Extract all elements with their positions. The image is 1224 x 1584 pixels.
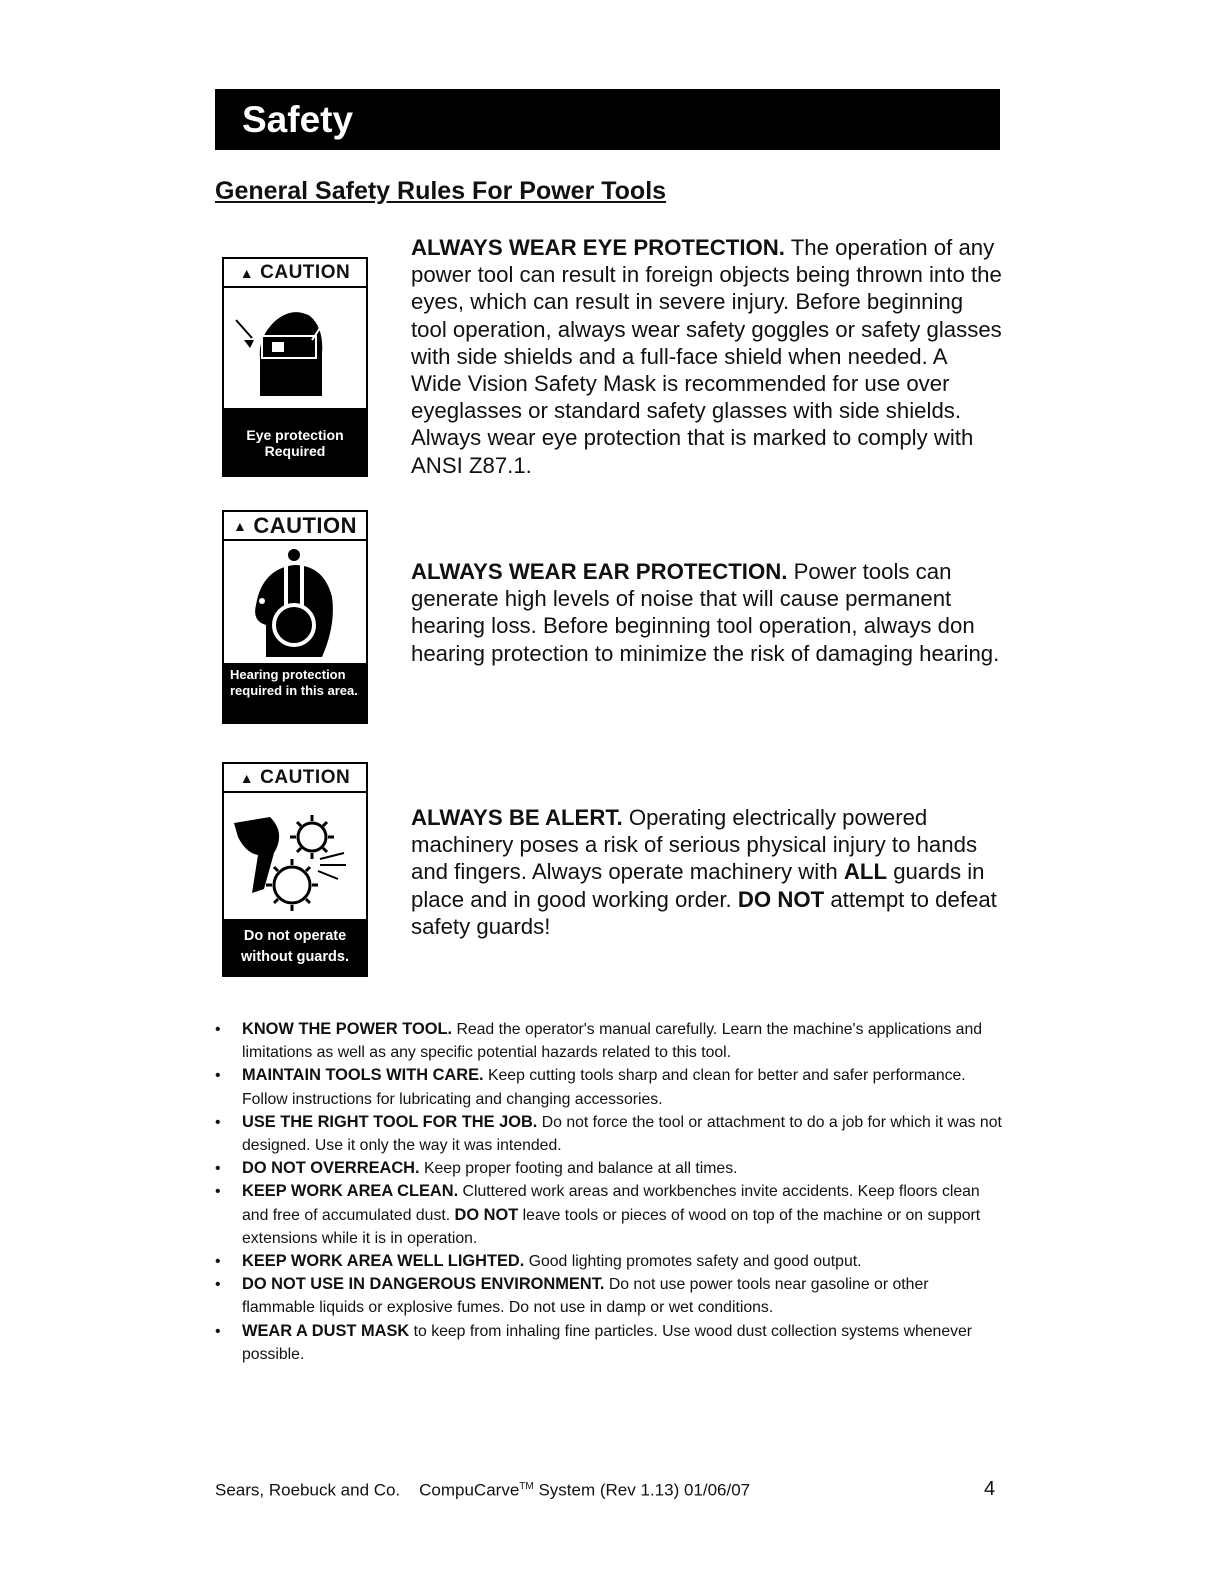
footer-product: CompuCarve [419,1480,520,1500]
sign-caption: ▲ CAUTION [224,259,366,288]
page-title: Safety [242,99,354,140]
ear-protection-paragraph [411,558,1003,667]
footer-company: Sears, Roebuck and Co. [215,1480,401,1500]
eye-protection-icon [224,288,366,408]
paragraph-lead: ALWAYS BE ALERT. [411,805,623,830]
eye-protection-sign [222,257,368,477]
paragraph-text: attempt to defeat safety guards! [411,886,997,939]
list-item: • DO NOT OVERREACH. Keep proper footing and balance at all times. [215,1157,1005,1180]
emphasis-do-not: DO NOT [737,886,825,912]
page-number: 4 [984,1478,996,1500]
section-title: General Safety Rules For Power Tools [215,177,667,205]
sign-footer: Eye protection Required [224,408,366,477]
paragraph-text: The operation of any power tool can result in foreign objects being thrown into the eyes, which can result in severe injury. Before beginning tool operation, always wear safety goggles or safety glasses with side shields and a full-face shield when needed. A Wide Vision Safety Mask is recommended for use over eyeglasses or standard safety glasses with side shields. Always wear eye protection that is marked to comply with ANSI Z87.1. [411,235,1002,478]
sign-caption: ▲ CAUTION [224,764,366,793]
list-item: • KEEP WORK AREA WELL LIGHTED. Good lighting promotes safety and good output. [215,1250,1005,1273]
ear-protection-sign [222,510,368,724]
guards-sign [222,762,368,977]
sign-caption: ▲ CAUTION [224,512,366,541]
footer-version: System (Rev 1.13) 01/06/07 [538,1480,751,1500]
trademark-symbol: TM [519,1481,534,1492]
list-item: • DO NOT USE IN DANGEROUS ENVIRONMENT. Do not use power tools near gasoline or other flammable liquids or explosive fumes. Do not use in damp or wet conditions. [215,1273,1005,1319]
sign-footer: Do not operate without guards. [224,919,366,977]
paragraph-text: Power tools can generate high levels of noise that will cause permanent hearing loss. Before beginning tool operation, always don hearing protection to minimize the risk of damaging hearing. [411,559,1000,666]
sign-footer: Hearing protection required in this area. [224,663,366,724]
list-item: • KNOW THE POWER TOOL. Read the operator's manual carefully. Learn the machine's applications and limitations as well as any specific potential hazards related to this tool. [215,1018,1005,1064]
warning-triangle-icon: ▲ [239,264,255,281]
warning-triangle-icon: ▲ [232,517,248,534]
page-footer [215,1476,750,1502]
list-item: • KEEP WORK AREA CLEAN. Cluttered work areas and workbenches invite accidents. Keep floors clean and free of accumulated dust. DO NOT leave tools or pieces of wood on top of the machine or on support extensions while it is in operation. [215,1180,1005,1250]
safety-rules-list [215,1018,1005,1366]
paragraph-text: Operating electrically powered machinery poses a risk of serious physical injury to hands and fingers. Always operate machinery with [411,805,978,885]
eye-protection-paragraph [411,234,1003,479]
list-item: • MAINTAIN TOOLS WITH CARE. Keep cutting tools sharp and clean for better and safer performance. Follow instructions for lubricating and changing accessories. [215,1064,1005,1110]
warning-triangle-icon: ▲ [239,769,255,786]
header-bar [215,89,1000,150]
paragraph-lead: ALWAYS WEAR EYE PROTECTION. [411,235,785,260]
list-item: • USE THE RIGHT TOOL FOR THE JOB. Do not force the tool or attachment to do a job for which it was not designed. Use it only the way it was intended. [215,1111,1005,1157]
emphasis-all: ALL [843,859,888,885]
alert-paragraph [411,804,1003,940]
paragraph-lead: ALWAYS WEAR EAR PROTECTION. [411,559,788,584]
hearing-protection-icon [224,541,366,663]
list-item: • WEAR A DUST MASK to keep from inhaling fine particles. Use wood dust collection systems whenever possible. [215,1320,1005,1366]
paragraph-text: guards in place and in good working order. [411,859,985,912]
hand-gear-icon [224,793,366,919]
